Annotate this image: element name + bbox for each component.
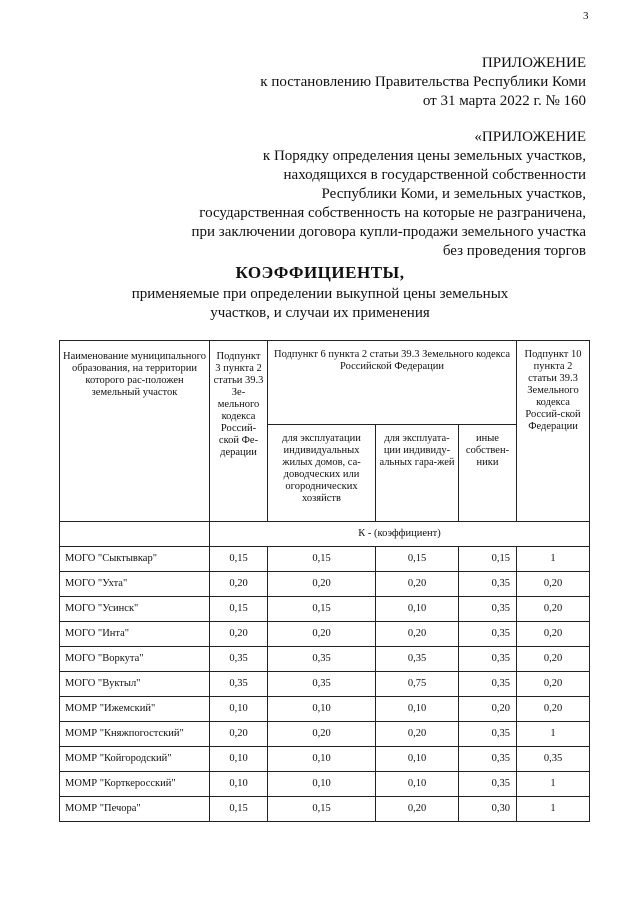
- value-other-owners: 0,30: [459, 797, 517, 822]
- inner-appendix-line: без проведения торгов: [442, 243, 586, 259]
- municipality-name: МОГО "Ухта": [60, 572, 210, 597]
- table-header-row: [60, 341, 590, 425]
- value-subparagraph-3: 0,15: [210, 547, 268, 572]
- table-row: [60, 722, 590, 747]
- value-subparagraph-10: 0,20: [517, 597, 590, 622]
- inner-appendix-line: Республики Коми, и земельных участков,: [321, 186, 586, 202]
- value-subparagraph-3: 0,20: [210, 622, 268, 647]
- municipality-name: МОМР "Койгородский": [60, 747, 210, 772]
- value-other-owners: 0,15: [459, 547, 517, 572]
- inner-appendix-header: [191, 128, 586, 261]
- municipality-name: МОГО "Воркута": [60, 647, 210, 672]
- header-subparagraph-6: Подпункт 6 пункта 2 статьи 39.3 Земельного кодекса Российской Федерации: [268, 341, 517, 425]
- table-row: [60, 672, 590, 697]
- value-other-owners: 0,35: [459, 772, 517, 797]
- value-garages: 0,20: [376, 797, 459, 822]
- value-other-owners: 0,35: [459, 572, 517, 597]
- value-subparagraph-3: 0,10: [210, 747, 268, 772]
- table-row: [60, 572, 590, 597]
- inner-appendix-line: государственная собственность на которые не разграничена,: [199, 205, 586, 221]
- value-garages: 0,20: [376, 622, 459, 647]
- value-other-owners: 0,35: [459, 647, 517, 672]
- value-residential-houses: 0,10: [268, 747, 376, 772]
- value-residential-houses: 0,20: [268, 722, 376, 747]
- title-main: КОЭФФИЦИЕНТЫ,: [235, 263, 405, 282]
- table-row: [60, 647, 590, 672]
- table-row: [60, 547, 590, 572]
- value-subparagraph-3: 0,35: [210, 672, 268, 697]
- inner-appendix-line: к Порядку определения цены земельных участков,: [262, 148, 586, 164]
- municipality-name: МОГО "Сыктывкар": [60, 547, 210, 572]
- municipality-name: МОМР "Ижемский": [60, 697, 210, 722]
- value-subparagraph-3: 0,10: [210, 772, 268, 797]
- value-subparagraph-10: 0,20: [517, 622, 590, 647]
- value-subparagraph-10: 0,35: [517, 747, 590, 772]
- value-subparagraph-10: 0,20: [517, 647, 590, 672]
- value-subparagraph-10: 1: [517, 797, 590, 822]
- value-subparagraph-3: 0,15: [210, 797, 268, 822]
- table-row: [60, 622, 590, 647]
- municipality-name: МОМР "Печора": [60, 797, 210, 822]
- value-other-owners: 0,35: [459, 747, 517, 772]
- value-subparagraph-10: 0,20: [517, 572, 590, 597]
- value-subparagraph-3: 0,20: [210, 722, 268, 747]
- value-other-owners: 0,35: [459, 622, 517, 647]
- header-garages: для эксплуата-ции индивиду-альных гара-жей: [376, 425, 459, 522]
- appendix-header-line: ПРИЛОЖЕНИЕ: [481, 55, 586, 71]
- table-row: [60, 772, 590, 797]
- value-garages: 0,35: [376, 647, 459, 672]
- value-subparagraph-3: 0,35: [210, 647, 268, 672]
- value-other-owners: 0,35: [459, 672, 517, 697]
- page-number: 3: [583, 10, 589, 22]
- value-garages: 0,75: [376, 672, 459, 697]
- header-subparagraph-3: Подпункт 3 пункта 2 статьи 39.3 Зе-мельного кодекса Россий-ской Фе-дерации: [210, 341, 268, 522]
- municipality-name: МОГО "Вуктыл": [60, 672, 210, 697]
- value-subparagraph-10: 1: [517, 772, 590, 797]
- value-other-owners: 0,35: [459, 597, 517, 622]
- coefficient-label: К - (коэффициент): [210, 522, 590, 547]
- value-residential-houses: 0,15: [268, 547, 376, 572]
- appendix-header: [260, 54, 586, 111]
- title-subtitle: применяемые при определении выкупной цены земельных участков, и случаи их применения: [131, 286, 509, 321]
- value-garages: 0,15: [376, 547, 459, 572]
- document-title: [60, 262, 580, 323]
- appendix-header-line: от 31 марта 2022 г. № 160: [422, 93, 586, 109]
- header-municipality: Наименование муниципального образования, на территории которого рас-положен земельный участок: [60, 341, 210, 522]
- municipality-name: МОГО "Инта": [60, 622, 210, 647]
- value-subparagraph-10: 1: [517, 547, 590, 572]
- value-residential-houses: 0,20: [268, 622, 376, 647]
- value-other-owners: 0,35: [459, 722, 517, 747]
- inner-appendix-line: находящихся в государственной собственности: [283, 167, 586, 183]
- appendix-header-line: к постановлению Правительства Республики Коми: [260, 74, 586, 90]
- value-garages: 0,10: [376, 697, 459, 722]
- value-residential-houses: 0,35: [268, 672, 376, 697]
- value-subparagraph-3: 0,20: [210, 572, 268, 597]
- table-row: [60, 797, 590, 822]
- value-residential-houses: 0,35: [268, 647, 376, 672]
- header-other-owners: иные собствен-ники: [459, 425, 517, 522]
- value-other-owners: 0,20: [459, 697, 517, 722]
- table-row: [60, 747, 590, 772]
- header-residential-houses: для эксплуатации индивидуальных жилых домов, са-доводческих или огороднических хозяйств: [268, 425, 376, 522]
- municipality-name: МОМР "Корткеросский": [60, 772, 210, 797]
- header-subparagraph-10: Подпункт 10 пункта 2 статьи 39.3 Земельного кодекса Россий-ской Федерации: [517, 341, 590, 522]
- municipality-name: МОМР "Княжпогостский": [60, 722, 210, 747]
- value-subparagraph-10: 0,20: [517, 697, 590, 722]
- value-subparagraph-10: 0,20: [517, 672, 590, 697]
- value-subparagraph-10: 1: [517, 722, 590, 747]
- value-garages: 0,10: [376, 747, 459, 772]
- value-residential-houses: 0,10: [268, 697, 376, 722]
- value-residential-houses: 0,10: [268, 772, 376, 797]
- inner-appendix-line: «ПРИЛОЖЕНИЕ: [474, 129, 586, 145]
- table-row: [60, 597, 590, 622]
- empty-cell: [60, 522, 210, 547]
- value-garages: 0,20: [376, 722, 459, 747]
- value-subparagraph-3: 0,15: [210, 597, 268, 622]
- municipality-name: МОГО "Усинск": [60, 597, 210, 622]
- value-residential-houses: 0,15: [268, 797, 376, 822]
- value-garages: 0,10: [376, 597, 459, 622]
- value-residential-houses: 0,15: [268, 597, 376, 622]
- inner-appendix-line: при заключении договора купли-продажи земельного участка: [191, 224, 586, 240]
- value-garages: 0,20: [376, 572, 459, 597]
- value-residential-houses: 0,20: [268, 572, 376, 597]
- value-garages: 0,10: [376, 772, 459, 797]
- coefficients-table: [59, 340, 590, 822]
- coefficient-label-row: [60, 522, 590, 547]
- value-subparagraph-3: 0,10: [210, 697, 268, 722]
- table-row: [60, 697, 590, 722]
